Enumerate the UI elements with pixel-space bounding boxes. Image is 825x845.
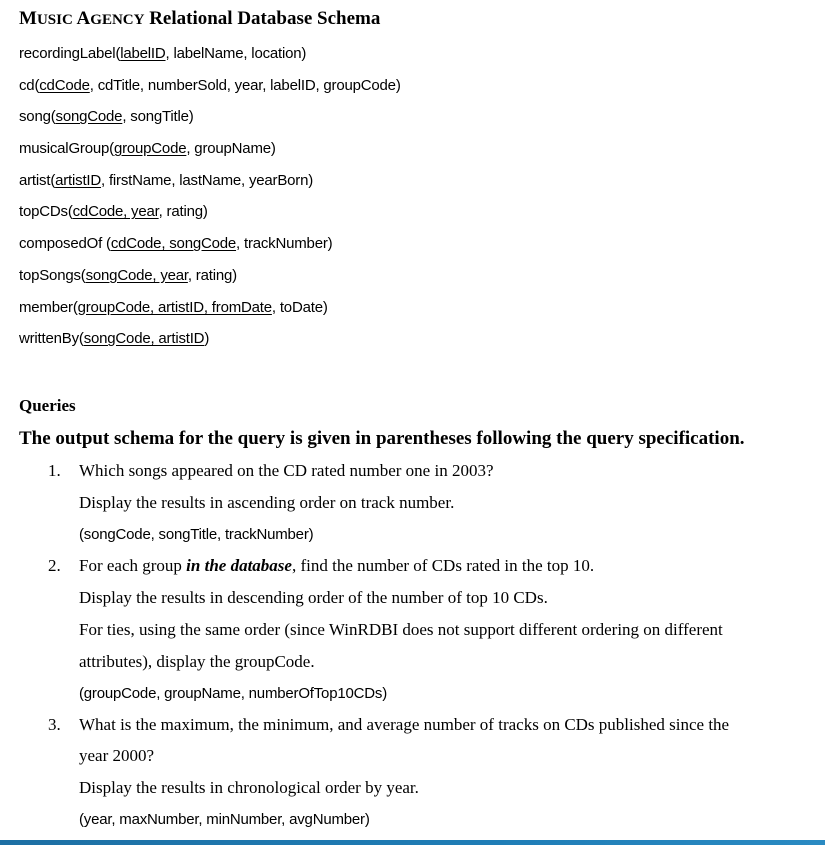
schema-relation (19, 43, 401, 75)
query-number: 1. (48, 461, 61, 480)
query-text (79, 556, 594, 576)
bottom-accent-bar (0, 840, 825, 845)
query-text: Which songs appeared on the CD rated number one in 2003? (79, 461, 494, 480)
query-text: year 2000? (79, 746, 155, 765)
schema-relation (19, 138, 401, 170)
output-schema: (year, maxNumber, minNumber, avgNumber) (79, 811, 370, 828)
query-text: Display the results in chronological order by year. (79, 778, 419, 797)
title-part: GENCY (90, 12, 145, 28)
primary-key: groupCode (113, 140, 187, 158)
query-text-part: , find the number of CDs rated in the top 10. (291, 556, 595, 575)
query-number: 3. (48, 715, 61, 734)
relation-name: topSongs (19, 266, 81, 284)
relation-name: composedOf (19, 235, 103, 253)
relation-name: song (19, 108, 51, 126)
primary-key: artistID (55, 171, 102, 189)
page-title (19, 8, 380, 30)
query-text: Display the results in descending order of the number of top 10 CDs. (79, 588, 548, 607)
relation-name: cd (19, 76, 35, 94)
relation-name: musicalGroup (19, 140, 110, 158)
relation-open-paren: ( (50, 171, 56, 189)
query-text: attributes), display the groupCode. (79, 652, 315, 671)
title-part: Relational Database Schema (144, 8, 381, 29)
query-text: For ties, using the same order (since WinRDBI does not support different ordering on different (79, 620, 723, 639)
primary-key: labelID (120, 45, 166, 62)
title-part: USIC (36, 12, 77, 28)
output-schema: (songCode, songTitle, trackNumber) (79, 526, 314, 543)
query-text: Display the results in ascending order on track number. (79, 493, 455, 512)
relation-attributes: , songTitle) (122, 108, 194, 126)
relation-name: member (19, 298, 73, 316)
schema-relation (19, 170, 401, 202)
schema-relation (19, 201, 401, 233)
primary-key: songCode, year (85, 266, 188, 284)
relation-attributes: , trackNumber) (236, 235, 333, 253)
output-schema-note: The output schema for the query is given in parentheses following the query specification. (19, 428, 745, 449)
schema-relation (19, 106, 401, 138)
primary-key: cdCode, year (72, 203, 159, 221)
relation-open-paren: ( (80, 266, 86, 284)
query-emphasis: in the database (186, 556, 292, 575)
schema-relation (19, 265, 401, 297)
query-text: What is the maximum, the minimum, and average number of tracks on CDs published since the (79, 715, 730, 734)
relation-open-paren: ( (67, 203, 73, 221)
title-part: A (76, 8, 91, 29)
relation-attributes: ) (204, 330, 210, 348)
query-number: 2. (48, 556, 61, 575)
queries-heading: Queries (19, 396, 76, 415)
schema-relation (19, 297, 401, 329)
schema-relation (19, 75, 401, 107)
relation-name: artist (19, 171, 51, 189)
schema-relation (19, 328, 401, 360)
relation-open-paren: ( (109, 140, 114, 158)
schema-relation (19, 233, 401, 265)
relation-open-paren: ( (115, 45, 121, 62)
relation-attributes: , groupName) (186, 140, 276, 158)
primary-key: songCode, artistID (83, 330, 205, 348)
relation-attributes: , toDate) (271, 298, 328, 316)
relation-open-paren: ( (78, 330, 84, 348)
relation-attributes: , rating) (187, 266, 237, 284)
relation-attributes: , labelName, location) (165, 45, 307, 62)
primary-key: cdCode (39, 76, 90, 94)
schema-list (19, 43, 401, 360)
relation-open-paren: ( (34, 76, 40, 94)
relation-name: writtenBy (19, 330, 79, 348)
relation-name: topCDs (19, 203, 68, 221)
relation-open-paren: ( (102, 235, 111, 253)
output-schema: (groupCode, groupName, numberOfTop10CDs) (79, 685, 387, 702)
relation-open-paren: ( (50, 108, 56, 126)
relation-open-paren: ( (72, 298, 78, 316)
primary-key: songCode (55, 108, 123, 126)
title-part: M (19, 8, 37, 29)
relation-attributes: , rating) (158, 203, 208, 221)
relation-attributes: , cdTitle, numberSold, year, labelID, groupCode) (89, 76, 401, 94)
query-text-part: For each group (79, 556, 187, 575)
relation-attributes: , firstName, lastName, yearBorn) (101, 171, 314, 189)
relation-name: recordingLabel (19, 45, 116, 62)
primary-key: cdCode, songCode (110, 235, 237, 253)
primary-key: groupCode, artistID, fromDate (77, 298, 272, 316)
